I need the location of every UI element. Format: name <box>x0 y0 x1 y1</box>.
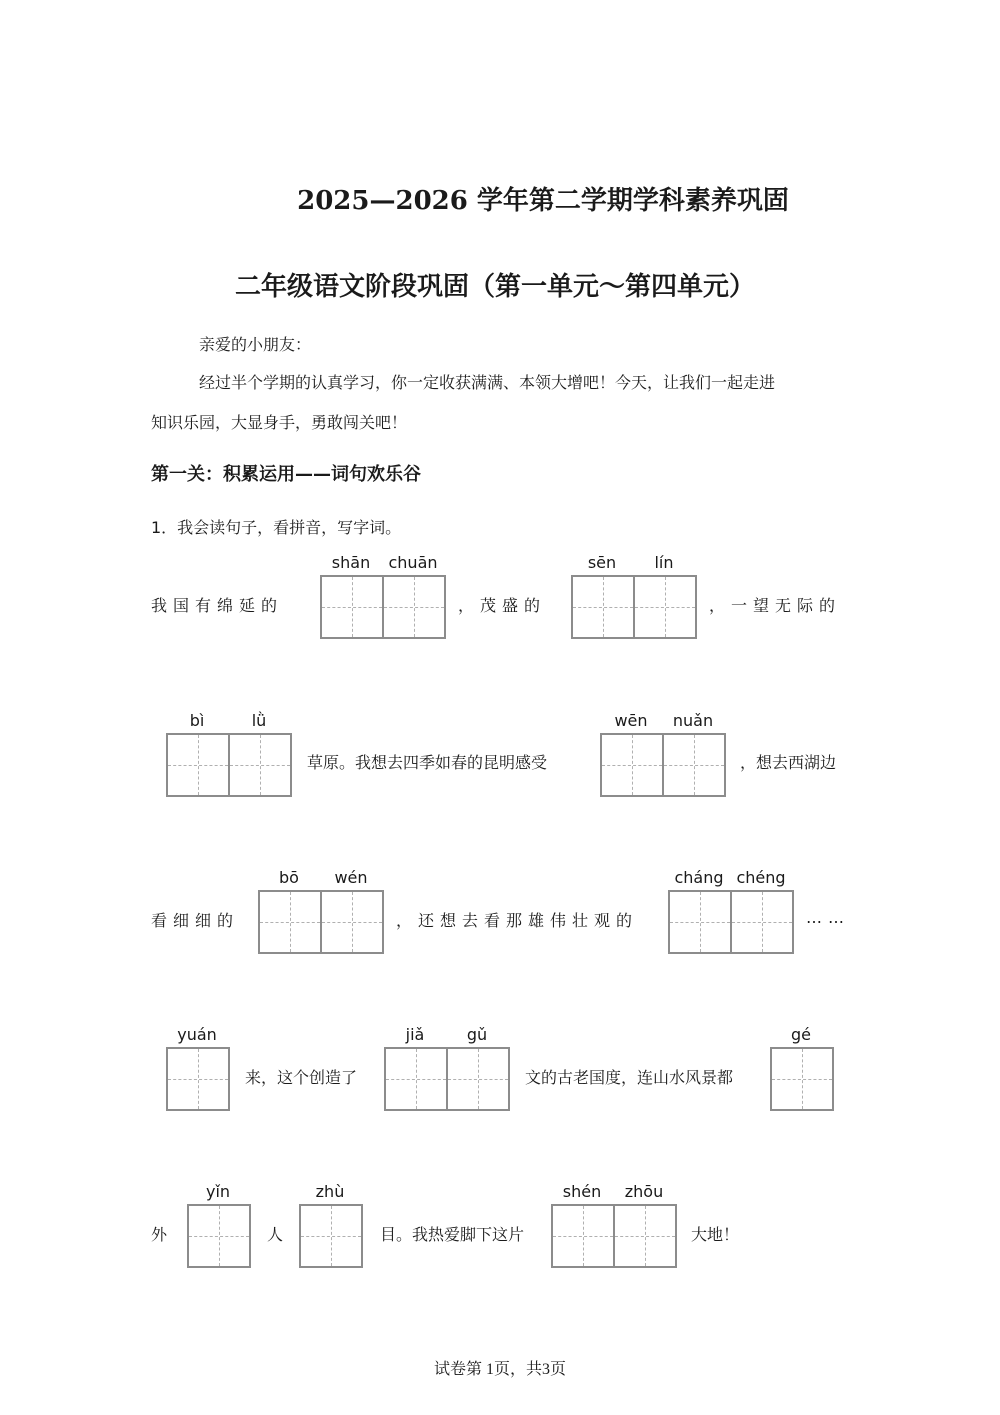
writing-box[interactable] <box>299 1204 363 1268</box>
writing-box[interactable] <box>662 733 726 797</box>
writing-box[interactable] <box>446 1047 510 1111</box>
row1-text-2: ，茂盛的 <box>458 596 547 615</box>
writing-box[interactable] <box>633 575 697 639</box>
writing-box[interactable] <box>166 1047 230 1111</box>
row5-text-2: 人 <box>267 1225 284 1244</box>
writing-box[interactable] <box>382 575 446 639</box>
row5-text-3: 目。我热爱脚下这片 <box>380 1225 525 1244</box>
pinyin: wén <box>334 868 368 887</box>
pinyin: jiǎ <box>405 1025 425 1044</box>
pinyin: shān <box>331 553 371 572</box>
question-1: 1．我会读句子，看拼音，写字词。 <box>151 518 402 537</box>
pinyin: wēn <box>614 711 648 730</box>
exam-title: 2025—2026 学年第二学期学科素养巩固 <box>297 186 789 216</box>
intro-line-1: 经过半个学期的认真学习，你一定收获满满、本领大增吧！今天，让我们一起走进 <box>199 373 776 392</box>
page-footer: 试卷第 1页，共3页 <box>433 1361 566 1378</box>
row3-text-3: …… <box>806 908 850 927</box>
writing-box[interactable] <box>320 890 384 954</box>
pinyin: cháng <box>674 868 724 887</box>
row3-text-2: ，还想去看那雄伟壮观的 <box>396 911 639 930</box>
intro-line-2: 知识乐园，大显身手，勇敢闯关吧！ <box>151 413 408 432</box>
pinyin: zhōu <box>624 1182 664 1201</box>
writing-box[interactable] <box>551 1204 615 1268</box>
pinyin: lǜ <box>251 711 267 730</box>
writing-box[interactable] <box>187 1204 251 1268</box>
row5-text-1: 外 <box>151 1225 168 1244</box>
pinyin: chéng <box>736 868 786 887</box>
pinyin: gé <box>791 1025 811 1044</box>
pinyin: gǔ <box>466 1025 488 1044</box>
pinyin: bì <box>189 711 205 730</box>
pinyin: yǐn <box>205 1182 231 1201</box>
writing-box[interactable] <box>258 890 322 954</box>
writing-box[interactable] <box>384 1047 448 1111</box>
pinyin: bō <box>279 868 299 887</box>
writing-box[interactable] <box>770 1047 834 1111</box>
pinyin: shén <box>562 1182 602 1201</box>
row2-text-1: 草原。我想去四季如春的昆明感受 <box>307 753 548 772</box>
writing-box[interactable] <box>600 733 664 797</box>
writing-box[interactable] <box>730 890 794 954</box>
writing-box[interactable] <box>320 575 384 639</box>
pinyin: chuān <box>388 553 438 572</box>
exam-subtitle: 二年级语文阶段巩固（第一单元～第四单元） <box>234 272 755 302</box>
pinyin: sēn <box>587 553 617 572</box>
pinyin: nuǎn <box>672 711 714 730</box>
writing-box[interactable] <box>166 733 230 797</box>
row1-text-3: ，一望无际的 <box>709 596 842 615</box>
row5-text-4: 大地！ <box>691 1225 740 1244</box>
writing-box[interactable] <box>613 1204 677 1268</box>
pinyin: lín <box>654 553 674 572</box>
row2-text-2: ，想去西湖边 <box>740 753 837 772</box>
row4-text-2: 文的古老国度，连山水风景都 <box>525 1068 734 1087</box>
row4-text-1: 来，这个创造了 <box>245 1068 358 1087</box>
pinyin: zhù <box>315 1182 345 1201</box>
row3-text-1: 看细细的 <box>151 911 240 930</box>
writing-box[interactable] <box>228 733 292 797</box>
writing-box[interactable] <box>668 890 732 954</box>
greeting: 亲爱的小朋友： <box>199 335 312 354</box>
section-heading: 第一关：积累运用——词句欢乐谷 <box>151 464 421 485</box>
row1-text-1: 我国有绵延的 <box>151 596 284 615</box>
writing-box[interactable] <box>571 575 635 639</box>
pinyin: yuán <box>177 1025 217 1044</box>
